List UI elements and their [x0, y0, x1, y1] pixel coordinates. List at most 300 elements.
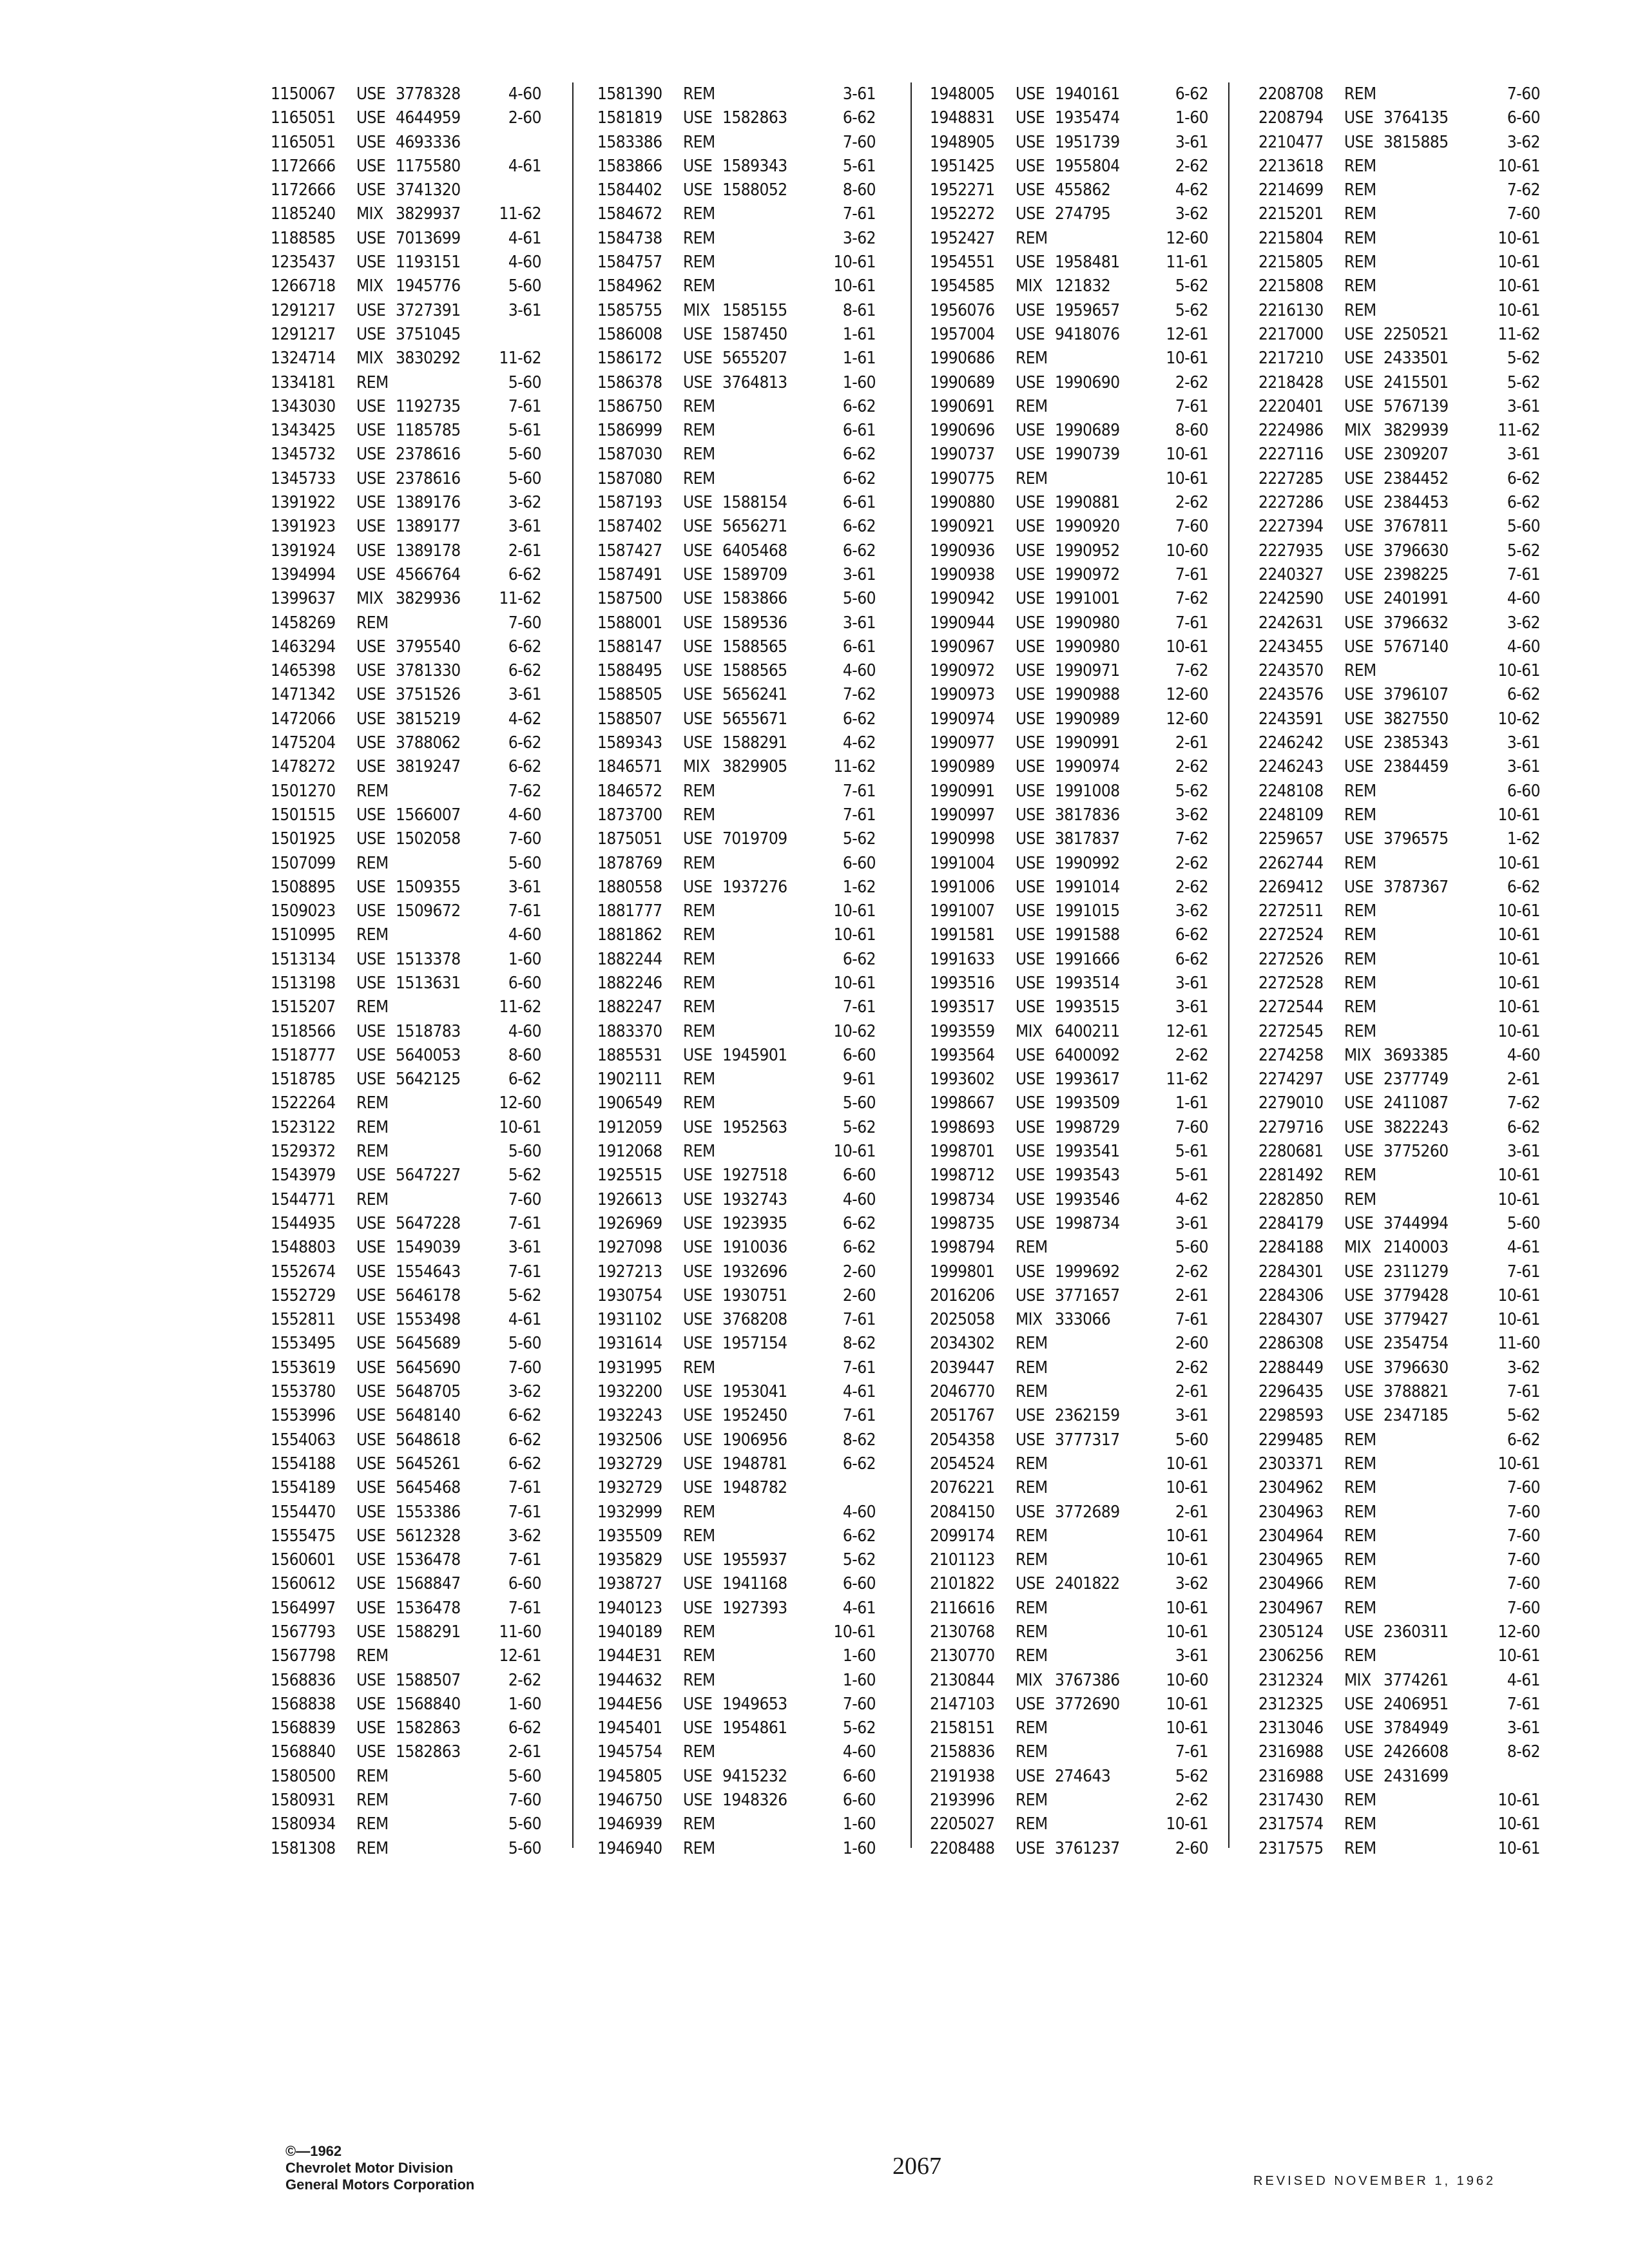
part-number: 1554470	[271, 1502, 336, 1522]
action-code: REM	[683, 1142, 715, 1162]
effective-date: 7-62	[1507, 180, 1540, 200]
action-code: REM	[683, 1838, 715, 1858]
effective-date: 3-62	[508, 1382, 541, 1402]
replacement-part-number: 3829939	[1383, 421, 1449, 441]
action-code: USE	[1016, 1166, 1045, 1186]
part-row	[930, 731, 1208, 755]
part-row	[930, 347, 1208, 370]
part-row	[1258, 251, 1540, 274]
part-row	[930, 1812, 1208, 1836]
part-row	[1258, 1789, 1540, 1812]
effective-date: 7-61	[842, 204, 876, 224]
replacement-part-number: 3751526	[396, 685, 461, 705]
effective-date: 6-62	[508, 637, 541, 657]
action-code: REM	[683, 1021, 715, 1041]
part-number: 2279716	[1258, 1117, 1324, 1137]
effective-date: 6-62	[1507, 877, 1540, 897]
action-code: USE	[683, 1117, 713, 1137]
part-number: 2243570	[1258, 661, 1324, 681]
replacement-part-number: 1554643	[396, 1262, 461, 1282]
part-row	[930, 755, 1208, 779]
part-number: 2288449	[1258, 1358, 1324, 1378]
action-code: REM	[683, 1526, 715, 1546]
effective-date: 5-60	[508, 1814, 541, 1834]
part-number: 2299485	[1258, 1430, 1324, 1450]
replacement-part-number: 1993509	[1055, 1093, 1120, 1113]
part-number: 2213618	[1258, 156, 1324, 176]
effective-date: 10-61	[833, 1622, 876, 1642]
action-code: USE	[683, 1238, 713, 1258]
replacement-part-number: 2311279	[1383, 1262, 1449, 1282]
effective-date: 10-61	[1498, 1166, 1540, 1186]
part-row	[1258, 1068, 1540, 1091]
part-row	[271, 1716, 541, 1740]
part-number: 2274258	[1258, 1045, 1324, 1065]
action-code: REM	[1016, 1382, 1048, 1402]
replacement-part-number: 1589343	[722, 156, 787, 176]
part-number: 1391924	[271, 541, 336, 561]
action-code: REM	[683, 421, 715, 441]
effective-date: 7-60	[1507, 1550, 1540, 1570]
part-number: 1394994	[271, 564, 336, 584]
part-row	[930, 995, 1208, 1019]
part-row	[271, 1572, 541, 1596]
effective-date: 5-60	[508, 1766, 541, 1786]
action-code: USE	[683, 829, 713, 849]
replacement-part-number: 4566764	[396, 564, 461, 584]
replacement-part-number: 1553386	[396, 1502, 461, 1522]
action-code: USE	[356, 1670, 386, 1690]
part-number: 1990686	[930, 349, 995, 369]
replacement-part-number: 1582863	[396, 1742, 461, 1762]
part-number: 2220401	[1258, 396, 1324, 416]
part-number: 2193996	[930, 1791, 995, 1811]
action-code: REM	[1016, 1814, 1048, 1834]
action-code: REM	[1016, 468, 1048, 488]
action-code: REM	[683, 973, 715, 993]
part-number: 1518566	[271, 1021, 336, 1041]
effective-date: 6-62	[1175, 949, 1208, 969]
part-row	[1258, 972, 1540, 995]
part-number: 2215805	[1258, 253, 1324, 273]
part-row	[271, 1380, 541, 1404]
effective-date: 1-60	[842, 1646, 876, 1666]
part-row	[271, 1164, 541, 1187]
action-code: REM	[683, 1358, 715, 1378]
effective-date: 6-62	[1507, 1117, 1540, 1137]
part-row	[271, 780, 541, 803]
part-row	[930, 635, 1208, 659]
replacement-part-number: 3777317	[1055, 1430, 1120, 1450]
effective-date: 10-61	[1498, 1310, 1540, 1330]
action-code: REM	[1344, 1791, 1376, 1811]
effective-date: 5-62	[842, 1550, 876, 1570]
effective-date: 7-61	[508, 396, 541, 416]
part-number: 1990691	[930, 396, 995, 416]
replacement-part-number: 1990972	[1055, 564, 1120, 584]
part-number: 2279010	[1258, 1093, 1324, 1113]
part-number: 1588147	[597, 637, 662, 657]
part-number: 1324714	[271, 349, 336, 369]
action-code: REM	[1344, 1526, 1376, 1546]
effective-date: 12-60	[1166, 228, 1208, 248]
part-row	[1258, 587, 1540, 611]
effective-date: 7-61	[1507, 1382, 1540, 1402]
part-number: 1584672	[597, 204, 662, 224]
effective-date: 2-62	[1175, 877, 1208, 897]
action-code: USE	[683, 589, 713, 609]
action-code: REM	[683, 949, 715, 969]
part-row	[597, 202, 876, 226]
replacement-part-number: 1991014	[1055, 877, 1120, 897]
action-code: USE	[683, 541, 713, 561]
part-number: 1463294	[271, 637, 336, 657]
effective-date: 3-61	[508, 685, 541, 705]
replacement-part-number: 1991588	[1055, 925, 1120, 945]
replacement-part-number: 5655207	[722, 349, 787, 369]
part-row	[930, 1524, 1208, 1548]
effective-date: 7-61	[1175, 1310, 1208, 1330]
part-number: 1990942	[930, 589, 995, 609]
effective-date: 4-60	[508, 253, 541, 273]
effective-date: 7-61	[508, 1213, 541, 1233]
effective-date: 6-62	[1507, 468, 1540, 488]
part-number: 1998701	[930, 1142, 995, 1162]
part-row	[597, 1164, 876, 1187]
action-code: USE	[683, 517, 713, 537]
action-code: USE	[356, 1334, 386, 1354]
replacement-part-number: 1589536	[722, 613, 787, 633]
part-row	[597, 1236, 876, 1260]
part-number: 1927213	[597, 1262, 662, 1282]
replacement-part-number: 3778328	[396, 84, 461, 104]
effective-date: 3-62	[508, 493, 541, 513]
revision-date: REVISED NOVEMBER 1, 1962	[1253, 2174, 1496, 2188]
part-number: 1932200	[597, 1382, 662, 1402]
effective-date: 12-60	[1166, 709, 1208, 729]
part-number: 1912068	[597, 1142, 662, 1162]
effective-date: 4-62	[1175, 180, 1208, 200]
part-number: 2208488	[930, 1838, 995, 1858]
part-row	[271, 827, 541, 851]
part-row	[597, 1356, 876, 1380]
action-code: USE	[356, 445, 386, 465]
effective-date: 6-60	[842, 1574, 876, 1594]
replacement-part-number: 3819247	[396, 757, 461, 777]
action-code: USE	[1016, 661, 1045, 681]
replacement-part-number: 1990971	[1055, 661, 1120, 681]
replacement-part-number: 1940161	[1055, 84, 1120, 104]
action-code: USE	[683, 733, 713, 753]
part-row	[597, 1116, 876, 1140]
effective-date: 6-62	[508, 733, 541, 753]
action-code: REM	[356, 1142, 389, 1162]
effective-date: 7-60	[1507, 1598, 1540, 1618]
part-row	[1258, 274, 1540, 298]
effective-date: 6-62	[1507, 493, 1540, 513]
effective-date: 3-61	[1175, 997, 1208, 1017]
part-row	[1258, 1091, 1540, 1115]
replacement-part-number: 5656271	[722, 517, 787, 537]
effective-date: 3-62	[842, 228, 876, 248]
part-number: 1998794	[930, 1238, 995, 1258]
action-code: REM	[1344, 228, 1376, 248]
effective-date: 11-60	[1498, 1334, 1540, 1354]
part-number: 1932999	[597, 1502, 662, 1522]
part-number: 1998712	[930, 1166, 995, 1186]
part-number: 2303371	[1258, 1454, 1324, 1474]
effective-date: 3-61	[1175, 1213, 1208, 1233]
part-number: 2304964	[1258, 1526, 1324, 1546]
action-code: USE	[1344, 1070, 1374, 1090]
action-code: REM	[1344, 300, 1376, 320]
part-row	[1258, 539, 1540, 563]
action-code: USE	[356, 1502, 386, 1522]
part-number: 1553780	[271, 1382, 336, 1402]
replacement-part-number: 2140003	[1383, 1238, 1449, 1258]
effective-date: 7-60	[1175, 1117, 1208, 1137]
effective-date: 6-62	[1507, 1430, 1540, 1450]
part-number: 1165051	[271, 132, 336, 152]
part-row	[1258, 323, 1540, 347]
part-row	[271, 635, 541, 659]
effective-date: 6-60	[1507, 108, 1540, 128]
action-code: USE	[1016, 108, 1045, 128]
action-code: USE	[356, 253, 386, 273]
replacement-part-number: 1990739	[1055, 445, 1120, 465]
part-row	[1258, 1236, 1540, 1260]
replacement-part-number: 1536478	[396, 1598, 461, 1618]
effective-date: 3-62	[1175, 901, 1208, 921]
effective-date: 2-61	[1175, 1382, 1208, 1402]
effective-date: 7-60	[842, 132, 876, 152]
action-code: USE	[1344, 132, 1374, 152]
effective-date: 5-62	[1507, 372, 1540, 392]
part-row	[271, 1765, 541, 1789]
part-row	[597, 803, 876, 827]
part-number: 1875051	[597, 829, 662, 849]
part-number: 2304963	[1258, 1502, 1324, 1522]
part-row	[1258, 395, 1540, 419]
part-number: 2208794	[1258, 108, 1324, 128]
part-number: 1544771	[271, 1189, 336, 1209]
effective-date: 2-62	[1175, 156, 1208, 176]
part-number: 1513198	[271, 973, 336, 993]
part-number: 2286308	[1258, 1334, 1324, 1354]
part-number: 1391923	[271, 517, 336, 537]
effective-date: 7-61	[842, 1310, 876, 1330]
part-number: 2217000	[1258, 324, 1324, 344]
part-row	[1258, 1693, 1540, 1716]
action-code: REM	[683, 1646, 715, 1666]
part-row	[597, 1212, 876, 1236]
effective-date: 7-62	[842, 685, 876, 705]
part-row	[1258, 852, 1540, 876]
part-number: 2313046	[1258, 1718, 1324, 1738]
effective-date: 5-62	[1507, 541, 1540, 561]
effective-date: 10-61	[1498, 228, 1540, 248]
action-code: USE	[356, 1598, 386, 1618]
action-code: REM	[1016, 349, 1048, 369]
replacement-part-number: 1955804	[1055, 156, 1120, 176]
action-code: USE	[356, 1021, 386, 1041]
part-number: 1552811	[271, 1310, 336, 1330]
part-number: 2272524	[1258, 925, 1324, 945]
part-number: 1945401	[597, 1718, 662, 1738]
part-row	[597, 1284, 876, 1308]
effective-date: 12-61	[499, 1646, 541, 1666]
part-number: 2054524	[930, 1454, 995, 1474]
action-code: USE	[1016, 1430, 1045, 1450]
part-number: 1172666	[271, 156, 336, 176]
part-row	[930, 563, 1208, 587]
action-code: USE	[1016, 84, 1045, 104]
replacement-part-number: 3775260	[1383, 1142, 1449, 1162]
effective-date: 5-60	[508, 276, 541, 296]
effective-date: 11-62	[499, 997, 541, 1017]
effective-date: 6-60	[508, 973, 541, 993]
part-row	[271, 923, 541, 947]
part-number: 2218428	[1258, 372, 1324, 392]
action-code: USE	[356, 1262, 386, 1282]
effective-date: 2-61	[1175, 1502, 1208, 1522]
replacement-part-number: 1993617	[1055, 1070, 1120, 1090]
part-row	[597, 155, 876, 178]
part-row	[1258, 491, 1540, 515]
part-row	[597, 1837, 876, 1861]
part-row	[271, 683, 541, 707]
part-number: 2130844	[930, 1670, 995, 1690]
effective-date: 10-61	[1498, 156, 1540, 176]
replacement-part-number: 2384459	[1383, 757, 1449, 777]
part-number: 2304966	[1258, 1574, 1324, 1594]
replacement-part-number: 1923935	[722, 1213, 787, 1233]
part-row	[1258, 347, 1540, 370]
action-code: REM	[356, 781, 389, 801]
effective-date: 2-60	[1175, 1838, 1208, 1858]
action-code: USE	[356, 300, 386, 320]
replacement-part-number: 1588565	[722, 637, 787, 657]
action-code: USE	[356, 1310, 386, 1330]
action-code: REM	[356, 925, 389, 945]
part-row	[1258, 755, 1540, 779]
part-number: 2243591	[1258, 709, 1324, 729]
effective-date: 5-62	[1175, 276, 1208, 296]
effective-date: 10-61	[1166, 1814, 1208, 1834]
action-code: USE	[1344, 1622, 1374, 1642]
part-number: 1580500	[271, 1766, 336, 1786]
column-divider	[911, 82, 912, 1848]
replacement-part-number: 1513631	[396, 973, 461, 993]
action-code: REM	[683, 1622, 715, 1642]
effective-date: 1-60	[842, 1838, 876, 1858]
replacement-part-number: 3795540	[396, 637, 461, 657]
effective-date: 10-61	[833, 925, 876, 945]
effective-date: 2-62	[1175, 1045, 1208, 1065]
replacement-part-number: 5645261	[396, 1454, 461, 1474]
action-code: USE	[1016, 1838, 1045, 1858]
part-number: 1554188	[271, 1454, 336, 1474]
action-code: USE	[683, 1213, 713, 1233]
part-row	[930, 491, 1208, 515]
part-number: 1507099	[271, 853, 336, 873]
column-divider	[572, 82, 574, 1848]
action-code: REM	[1344, 1189, 1376, 1209]
part-number: 1560601	[271, 1550, 336, 1570]
action-code: MIX	[1344, 1045, 1371, 1065]
effective-date: 3-61	[842, 564, 876, 584]
action-code: REM	[1344, 1550, 1376, 1570]
action-code: USE	[1344, 1406, 1374, 1426]
action-code: USE	[1016, 372, 1045, 392]
action-code: USE	[683, 1310, 713, 1330]
part-number: 2243576	[1258, 685, 1324, 705]
action-code: USE	[683, 1382, 713, 1402]
part-number: 1543979	[271, 1166, 336, 1186]
part-row	[1258, 155, 1540, 178]
replacement-part-number: 5646178	[396, 1285, 461, 1305]
effective-date: 10-62	[833, 1021, 876, 1041]
effective-date: 7-60	[508, 829, 541, 849]
part-row	[1258, 443, 1540, 466]
effective-date: 6-60	[1507, 781, 1540, 801]
action-code: REM	[1344, 276, 1376, 296]
part-row	[271, 1548, 541, 1572]
part-row	[271, 82, 541, 106]
action-code: REM	[1344, 1478, 1376, 1498]
part-number: 1998693	[930, 1117, 995, 1137]
replacement-part-number: 1582863	[396, 1718, 461, 1738]
action-code: MIX	[356, 589, 383, 609]
effective-date: 10-61	[1498, 1814, 1540, 1834]
effective-date: 7-61	[1507, 1694, 1540, 1714]
part-row	[1258, 948, 1540, 972]
replacement-part-number: 2433501	[1383, 349, 1449, 369]
part-number: 1990998	[930, 829, 995, 849]
effective-date: 10-61	[1498, 1791, 1540, 1811]
part-row	[1258, 299, 1540, 323]
part-row	[930, 1789, 1208, 1812]
action-code: USE	[356, 517, 386, 537]
replacement-part-number: 3781330	[396, 661, 461, 681]
action-code: REM	[356, 1189, 389, 1209]
part-row	[930, 274, 1208, 298]
replacement-part-number: 5645468	[396, 1478, 461, 1498]
part-number: 1991006	[930, 877, 995, 897]
part-number: 1990989	[930, 757, 995, 777]
replacement-part-number: 3764813	[722, 372, 787, 392]
effective-date: 1-61	[842, 324, 876, 344]
part-number: 1587193	[597, 493, 662, 513]
part-number: 1343030	[271, 396, 336, 416]
effective-date: 2-62	[1175, 372, 1208, 392]
part-number: 2025058	[930, 1310, 995, 1330]
action-code: REM	[1344, 1021, 1376, 1041]
part-number: 1993559	[930, 1021, 995, 1041]
effective-date: 4-60	[842, 1502, 876, 1522]
effective-date: 10-61	[1166, 1718, 1208, 1738]
replacement-part-number: 1990974	[1055, 757, 1120, 777]
action-code: MIX	[683, 300, 710, 320]
part-number: 1235437	[271, 253, 336, 273]
replacement-part-number: 1990980	[1055, 637, 1120, 657]
part-row	[597, 1693, 876, 1716]
part-row	[597, 827, 876, 851]
part-number: 1185240	[271, 204, 336, 224]
action-code: REM	[1344, 925, 1376, 945]
effective-date: 5-62	[1175, 300, 1208, 320]
part-row	[271, 299, 541, 323]
